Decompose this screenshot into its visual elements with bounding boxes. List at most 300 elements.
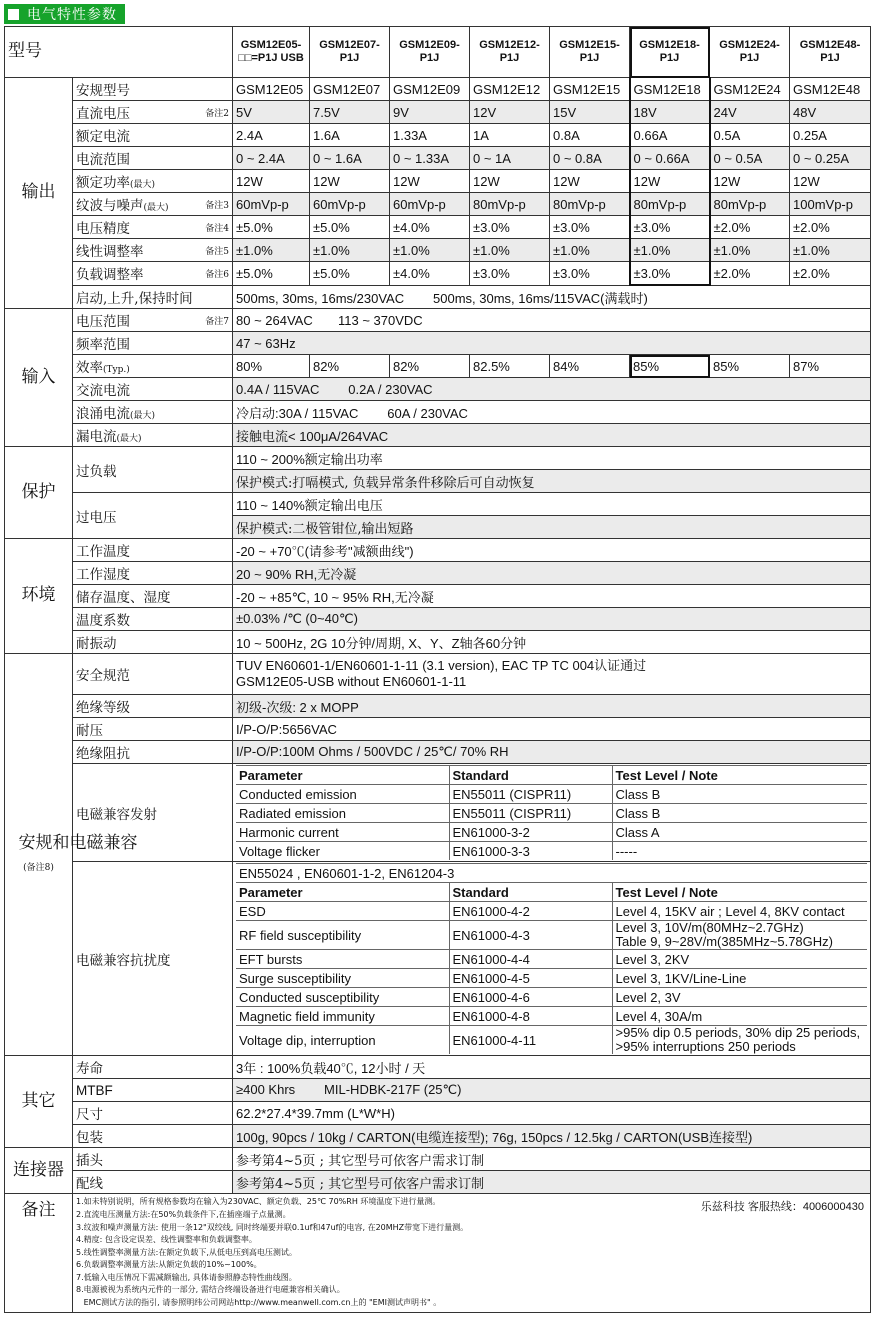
output-row-label (73, 147, 233, 170)
header-row (5, 27, 871, 78)
output-value: GSM12E18 (630, 78, 710, 101)
output-value: 0.25A (790, 124, 871, 147)
environment-value: 20 ~ 90% RH,无冷凝 (233, 562, 871, 585)
output-value: 0.8A (550, 124, 630, 147)
model-column-header: GSM12E05-□□=P1J USB (233, 27, 310, 78)
output-value: GSM12E07 (310, 78, 390, 101)
emc-emission-row (236, 804, 867, 823)
others-row (5, 1056, 871, 1079)
emc-immunity-cell: EN61000-4-2 (449, 902, 612, 921)
emc-immunity-column-header: Parameter (236, 883, 449, 902)
safety-withstand-label (73, 718, 233, 741)
emc-immunity-row (236, 988, 867, 1007)
emc-immunity-cell: EN61000-4-8 (449, 1007, 612, 1026)
output-row (5, 239, 871, 262)
environment-row-label (73, 539, 233, 562)
output-value: 80mVp-p (550, 193, 630, 216)
emc-immunity-cell: Level 4, 30A/m (612, 1007, 867, 1026)
category-output (5, 78, 73, 309)
emc-emission-cell: EN61000-3-2 (449, 823, 612, 842)
efficiency-value: 82.5% (470, 355, 550, 378)
emc-emission-cell: EN61000-3-3 (449, 842, 612, 861)
safety-withstand-row (5, 718, 871, 741)
emc-immunity-row (5, 862, 871, 1056)
remark-line: 1.如未特别说明，所有规格参数均在输入为230VAC、额定负载、25℃ 70%RH 环境温度下进行量测。 (76, 1197, 441, 1207)
model-column-header: GSM12E15-P1J (550, 27, 630, 78)
output-value: ±4.0% (390, 262, 470, 286)
output-value: ±1.0% (630, 239, 710, 262)
others-row-label (73, 1079, 233, 1102)
output-value: 1.33A (390, 124, 470, 147)
category-safety-text: 安规和电磁兼容 (18, 833, 138, 854)
input-ac-current-label (73, 378, 233, 401)
output-row (5, 170, 871, 193)
customer-hotline: 乐兹科技 客服热线：4006000430 (700, 1201, 864, 1213)
protection-overvoltage-mode: 保护模式:二极管钳位,输出短路 (233, 516, 871, 539)
output-value: ±1.0% (710, 239, 790, 262)
output-row-label (73, 193, 233, 216)
output-row-label-text: 额定电流 (76, 129, 130, 145)
output-value: ±1.0% (390, 239, 470, 262)
output-row-label (73, 216, 233, 239)
output-value: 2.4A (233, 124, 310, 147)
output-value: 12W (233, 170, 310, 193)
environment-row-label (73, 608, 233, 631)
emc-emission-row (236, 823, 867, 842)
environment-row (5, 562, 871, 585)
output-value: ±3.0% (550, 216, 630, 239)
remark-line: 8.电源被视为系统内元件的一部分, 需结合终端设备进行电磁兼容相关确认。 (76, 1285, 345, 1295)
model-column-header: GSM12E18-P1J (630, 27, 710, 78)
emc-immunity-table-cell (233, 862, 871, 1056)
input-frequency-label (73, 332, 233, 355)
emc-emission-cell: Radiated emission (236, 804, 449, 823)
safety-isolation-row (5, 741, 871, 764)
input-leakage-label-text: 漏电流 (76, 429, 117, 445)
protection-overvoltage-label-text: 过电压 (76, 509, 117, 526)
input-efficiency-label-text: 效率 (76, 360, 103, 376)
connector-value: 参考第4~5页 ; 其它型号可依客户需求订制 (233, 1148, 871, 1171)
emc-emission-row (236, 785, 867, 804)
startup-label-text: 启动,上升,保持时间 (76, 290, 193, 307)
output-row-note: 备注3 (205, 201, 229, 211)
emc-immunity-cell: RF field susceptibility (236, 921, 449, 950)
efficiency-value: 85% (630, 355, 710, 378)
safety-isolation-value: I/P-O/P:100M Ohms / 500VDC / 25℃/ 70% RH (233, 741, 871, 764)
emc-immunity-row (236, 902, 867, 921)
efficiency-value: 84% (550, 355, 630, 378)
output-value: 12W (790, 170, 871, 193)
safety-standards-value (233, 654, 871, 695)
protection-overload-label (73, 447, 233, 493)
environment-row-label (73, 631, 233, 654)
emc-immunity-cell: Level 4, 15KV air ; Level 4, 8KV contact (612, 902, 867, 921)
output-value: 9V (390, 101, 470, 124)
efficiency-value: 80% (233, 355, 310, 378)
model-column-header: GSM12E48-P1J (790, 27, 871, 78)
emc-emission-table-cell (233, 764, 871, 862)
others-value: 3年 : 100%负载40℃, 12小时 / 天 (233, 1056, 871, 1079)
environment-row-label-text: 工作湿度 (76, 567, 130, 583)
output-value: 0 ~ 0.8A (550, 147, 630, 170)
input-frequency-row (5, 332, 871, 355)
output-row-label (73, 262, 233, 286)
input-voltage-value: 80 ~ 264VAC 113 ~ 370VDC (233, 309, 871, 332)
safety-withstand-label-text: 耐压 (76, 723, 103, 739)
input-voltage-label-text: 电压范围 (76, 314, 130, 330)
output-row-label-text: 负载调整率 (76, 267, 144, 284)
output-value: ±1.0% (790, 239, 871, 262)
environment-row-label (73, 562, 233, 585)
environment-value: ±0.03% /℃ (0~40℃) (233, 608, 871, 631)
output-row-label-text: 电流范围 (76, 152, 130, 168)
environment-value: 10 ~ 500Hz, 2G 10分钟/周期, X、Y、Z轴各60分钟 (233, 631, 871, 654)
input-frequency-value: 47 ~ 63Hz (233, 332, 871, 355)
emc-immunity-label-text: 电磁兼容抗扰度 (76, 952, 171, 969)
output-value: ±2.0% (710, 216, 790, 239)
output-value: GSM12E05 (233, 78, 310, 101)
emc-emission-row (236, 842, 867, 861)
section-title-bar (4, 4, 125, 24)
input-voltage-row (5, 309, 871, 332)
output-value: 48V (790, 101, 871, 124)
input-voltage-label (73, 309, 233, 332)
emc-emission-cell: Harmonic current (236, 823, 449, 842)
category-environment (5, 539, 73, 654)
output-value: 0 ~ 2.4A (233, 147, 310, 170)
output-value: 12W (310, 170, 390, 193)
protection-overvoltage-range: 110 ~ 140%额定输出电压 (233, 493, 871, 516)
emc-immunity-cell: Conducted susceptibility (236, 988, 449, 1007)
output-value: 15V (550, 101, 630, 124)
emc-immunity-cell: EN61000-4-11 (449, 1026, 612, 1055)
safety-withstand-value: I/P-O/P:5656VAC (233, 718, 871, 741)
output-value: ±3.0% (470, 262, 550, 286)
emc-immunity-column-header: Standard (449, 883, 612, 902)
efficiency-value: 82% (310, 355, 390, 378)
safety-insulation-level-value: 初级-次级: 2 x MOPP (233, 695, 871, 718)
output-value: 0 ~ 1.33A (390, 147, 470, 170)
model-column-header: GSM12E24-P1J (710, 27, 790, 78)
model-column-header: GSM12E07-P1J (310, 27, 390, 78)
output-value: 12W (390, 170, 470, 193)
input-leakage-label-qualifier: (最大) (116, 434, 142, 444)
output-value: ±5.0% (233, 262, 310, 286)
input-inrush-row (5, 401, 871, 424)
emc-immunity-cell: Level 2, 3V (612, 988, 867, 1007)
environment-row (5, 539, 871, 562)
category-remarks (5, 1194, 73, 1313)
input-efficiency-label-qualifier: (Typ.) (103, 365, 130, 375)
emc-immunity-cell: Surge susceptibility (236, 969, 449, 988)
model-column-header: GSM12E09-P1J (390, 27, 470, 78)
remark-line: 6.负载调整率测量方法:从额定负载的10%~100%。 (76, 1260, 262, 1270)
category-protection-text: 保护 (21, 481, 56, 502)
protection-overload-label-text: 过负载 (76, 463, 117, 480)
others-row-label-text: 寿命 (76, 1061, 103, 1077)
output-value: ±2.0% (710, 262, 790, 286)
environment-row (5, 585, 871, 608)
emc-immunity-cell: Level 3, 2KV (612, 950, 867, 969)
output-row-label-text: 线性调整率 (76, 244, 144, 260)
input-leakage-label (73, 424, 233, 447)
output-row-label-text: 纹波与噪声 (76, 198, 144, 214)
efficiency-value: 82% (390, 355, 470, 378)
emc-emission-table (236, 765, 867, 860)
output-value: 60mVp-p (233, 193, 310, 216)
spec-table (4, 26, 871, 1313)
category-output-text: 输出 (21, 182, 56, 203)
safety-standards-label-text: 安全规范 (76, 668, 130, 684)
remark-line: 5.线性调整率测量方法:在额定负载下,从低电压到高电压测试。 (76, 1247, 297, 1257)
others-row-label-text: MTBF (76, 1082, 113, 1098)
output-row-note: 备注6 (205, 270, 229, 281)
output-value: 0 ~ 1A (470, 147, 550, 170)
output-row (5, 78, 871, 101)
emc-emission-cell: EN55011 (CISPR11) (449, 785, 612, 804)
emc-emission-cell: EN55011 (CISPR11) (449, 804, 612, 823)
safety-insulation-level-row (5, 695, 871, 718)
output-row-note: 备注2 (205, 109, 229, 119)
category-input-text: 输入 (21, 366, 56, 387)
output-value: 18V (630, 101, 710, 124)
output-row (5, 216, 871, 239)
output-value: 0 ~ 0.5A (710, 147, 790, 170)
safety-standards-label (73, 654, 233, 695)
protection-overload-mode: 保护模式:打嗝模式, 负载异常条件移除后可自动恢复 (233, 470, 871, 493)
emc-emission-cell: Class B (612, 785, 867, 804)
output-row-label (73, 101, 233, 124)
output-value: 12W (630, 170, 710, 193)
output-value: 0 ~ 1.6A (310, 147, 390, 170)
emc-immunity-standards: EN55024 , EN60601-1-2, EN61204-3 (236, 864, 867, 883)
output-value: GSM12E09 (390, 78, 470, 101)
remark-line: 4.精度: 包含设定误差、线性调整率和负载调整率。 (76, 1235, 257, 1245)
emc-immunity-table (236, 863, 867, 1054)
environment-row-label-text: 工作温度 (76, 544, 130, 560)
safety-insulation-level-label (73, 695, 233, 718)
output-value: ±5.0% (233, 216, 310, 239)
others-value: ≥400 Khrs MIL-HDBK-217F (25℃) (233, 1079, 871, 1102)
output-value: 0.5A (710, 124, 790, 147)
output-value: 1.6A (310, 124, 390, 147)
output-value: 60mVp-p (310, 193, 390, 216)
output-row-label (73, 239, 233, 262)
output-value: GSM12E48 (790, 78, 871, 101)
emc-immunity-column-header: Test Level / Note (612, 883, 867, 902)
output-value: ±3.0% (630, 262, 710, 286)
input-voltage-note: 备注7 (205, 317, 229, 327)
section-title: 电气特性参数 (27, 7, 117, 23)
output-value: ±1.0% (233, 239, 310, 262)
environment-row-label-text: 耐振动 (76, 636, 117, 652)
output-value: 5V (233, 101, 310, 124)
connector-value: 参考第4~5页 ; 其它型号可依客户需求订制 (233, 1171, 871, 1194)
protection-overload-row (5, 447, 871, 470)
emc-immunity-cell: Magnetic field immunity (236, 1007, 449, 1026)
category-environment-text: 环境 (21, 585, 56, 606)
emc-emission-column-header: Parameter (236, 766, 449, 785)
emc-emission-cell: Voltage flicker (236, 842, 449, 861)
output-row-note: 备注5 (205, 247, 229, 257)
output-value: 100mVp-p (790, 193, 871, 216)
output-value: 0.66A (630, 124, 710, 147)
output-value: 80mVp-p (710, 193, 790, 216)
output-row-note: 备注4 (205, 224, 229, 234)
others-row-label (73, 1056, 233, 1079)
output-value: ±4.0% (390, 216, 470, 239)
startup-value: 500ms, 30ms, 16ms/230VAC 500ms, 30ms, 16ms/115VAC(满载时) (233, 285, 871, 309)
output-value: 12W (470, 170, 550, 193)
output-row-label (73, 170, 233, 193)
emc-immunity-standards-row (236, 864, 867, 883)
safety-isolation-label (73, 741, 233, 764)
remarks-cell (73, 1194, 871, 1313)
remark-line: 2.直流电压测量方法:在50%负载条件下,在插座端子点量测。 (76, 1209, 291, 1219)
connector-row-label (73, 1171, 233, 1194)
output-value: 12W (550, 170, 630, 193)
safety-standards-line1: TUV EN60601-1/EN60601-1-11 (3.1 version), EAC TP TC 004认证通过 (236, 658, 647, 673)
output-row-label (73, 124, 233, 147)
others-row (5, 1079, 871, 1102)
output-value: 12W (710, 170, 790, 193)
remark-line: 3.纹波和噪声测量方法: 使用一条12"双绞线, 同时终端要并联0.1uf和47uf的电容, 在20MHZ带宽下进行量测。 (76, 1222, 469, 1232)
input-leakage-value: 接触电流< 100μA/264VAC (233, 424, 871, 447)
others-value: 62.2*27.4*39.7mm (L*W*H) (233, 1102, 871, 1125)
output-value: 1A (470, 124, 550, 147)
others-value: 100g, 90pcs / 10kg / CARTON(电缆连接型); 76g, 150pcs / 12.5kg / CARTON(USB连接型) (233, 1125, 871, 1148)
connector-row-label-text: 插头 (76, 1153, 103, 1169)
emc-emission-header-row (236, 766, 867, 785)
output-row (5, 124, 871, 147)
output-value: 80mVp-p (630, 193, 710, 216)
emc-immunity-row (236, 950, 867, 969)
output-value: 80mVp-p (470, 193, 550, 216)
category-connector-text: 连接器 (13, 1159, 64, 1180)
emc-immunity-cell: >95% dip 0.5 periods, 30% dip 25 periods, >95% interruptions 250 periods (612, 1026, 867, 1055)
output-row-label-text: 电压精度 (76, 221, 130, 237)
output-row (5, 101, 871, 124)
others-row-label (73, 1125, 233, 1148)
category-input (5, 309, 73, 447)
input-leakage-row (5, 424, 871, 447)
emc-emission-label-text: 电磁兼容发射 (76, 806, 157, 823)
emc-immunity-cell: EN61000-4-6 (449, 988, 612, 1007)
model-header-label (5, 27, 233, 78)
emc-emission-column-header: Standard (449, 766, 612, 785)
emc-emission-cell: Conducted emission (236, 785, 449, 804)
category-others (5, 1056, 73, 1148)
category-others-text: 其它 (21, 1090, 56, 1111)
protection-overload-range: 110 ~ 200%额定输出功率 (233, 447, 871, 470)
remark-line: 7.低输入电压情况下需减额输出, 具体请参照静态特性曲线图。 (76, 1272, 297, 1282)
output-value: 0 ~ 0.25A (790, 147, 871, 170)
connector-row-label-text: 配线 (76, 1176, 103, 1192)
category-protection (5, 447, 73, 539)
input-inrush-label-qualifier: (最大) (130, 411, 156, 421)
output-value: ±5.0% (310, 262, 390, 286)
output-value: ±5.0% (310, 216, 390, 239)
output-value: ±1.0% (550, 239, 630, 262)
output-row (5, 262, 871, 286)
startup-row (5, 285, 871, 309)
protection-overvoltage-label (73, 493, 233, 539)
emc-immunity-row (236, 969, 867, 988)
protection-overvoltage-row (5, 493, 871, 516)
environment-row-label-text: 储存温度、湿度 (76, 590, 171, 606)
environment-value: -20 ~ +70℃(请参考"减额曲线") (233, 539, 871, 562)
output-value: 24V (710, 101, 790, 124)
output-row-label (73, 78, 233, 101)
environment-row-label (73, 585, 233, 608)
category-connector (5, 1148, 73, 1194)
emc-immunity-cell: Level 3, 1KV/Line-Line (612, 969, 867, 988)
emc-emission-cell: Class B (612, 804, 867, 823)
output-row (5, 147, 871, 170)
emc-immunity-cell: ESD (236, 902, 449, 921)
output-row-label-qualifier: (最大) (130, 180, 156, 190)
input-ac-current-value: 0.4A / 115VAC 0.2A / 230VAC (233, 378, 871, 401)
emc-immunity-cell: EN61000-4-3 (449, 921, 612, 950)
input-frequency-label-text: 频率范围 (76, 337, 130, 353)
input-efficiency-label (73, 355, 233, 378)
efficiency-value: 87% (790, 355, 871, 378)
input-ac-current-label-text: 交流电流 (76, 383, 130, 399)
emc-immunity-cell: EFT bursts (236, 950, 449, 969)
safety-standards-row (5, 654, 871, 695)
input-inrush-label (73, 401, 233, 424)
output-value: ±3.0% (630, 216, 710, 239)
output-row-label-text: 安规型号 (76, 83, 130, 99)
emc-immunity-cell: EN61000-4-4 (449, 950, 612, 969)
environment-row-label-text: 温度系数 (76, 613, 130, 629)
category-remarks-text: 备注 (21, 1200, 56, 1220)
output-value: ±1.0% (470, 239, 550, 262)
startup-label (73, 285, 233, 309)
emc-immunity-row (236, 1026, 867, 1055)
emc-immunity-cell: Voltage dip, interruption (236, 1026, 449, 1055)
output-value: ±1.0% (310, 239, 390, 262)
emc-emission-column-header: Test Level / Note (612, 766, 867, 785)
emc-immunity-label (73, 862, 233, 1056)
emc-immunity-row (236, 921, 867, 950)
remarks-row (5, 1194, 871, 1313)
category-safety-note: (备注8) (23, 862, 54, 873)
output-value: ±2.0% (790, 216, 871, 239)
output-value: 60mVp-p (390, 193, 470, 216)
model-header-text: 型号 (8, 41, 42, 62)
emc-immunity-row (236, 1007, 867, 1026)
environment-value: -20 ~ +85℃, 10 ~ 95% RH,无冷凝 (233, 585, 871, 608)
remark-line: EMC测试方法的指引, 请参照明纬公司网站http://www.meanwell.com.cn上的 "EMI测试声明书" 。 (76, 1298, 442, 1308)
input-ac-current-row (5, 378, 871, 401)
output-row-label-qualifier: (最大) (143, 203, 169, 213)
output-row (5, 193, 871, 216)
output-value: GSM12E12 (470, 78, 550, 101)
output-row-label-text: 额定功率 (76, 175, 130, 191)
others-row-label-text: 尺寸 (76, 1107, 103, 1123)
safety-standards-line2: GSM12E05-USB without EN60601-1-11 (236, 674, 467, 689)
efficiency-value: 85% (710, 355, 790, 378)
environment-row (5, 608, 871, 631)
emc-immunity-cell: EN61000-4-5 (449, 969, 612, 988)
model-column-header: GSM12E12-P1J (470, 27, 550, 78)
output-value: GSM12E15 (550, 78, 630, 101)
safety-isolation-label-text: 绝缘阻抗 (76, 746, 130, 762)
connector-row (5, 1171, 871, 1194)
safety-insulation-level-label-text: 绝缘等级 (76, 700, 130, 716)
output-value: 12V (470, 101, 550, 124)
